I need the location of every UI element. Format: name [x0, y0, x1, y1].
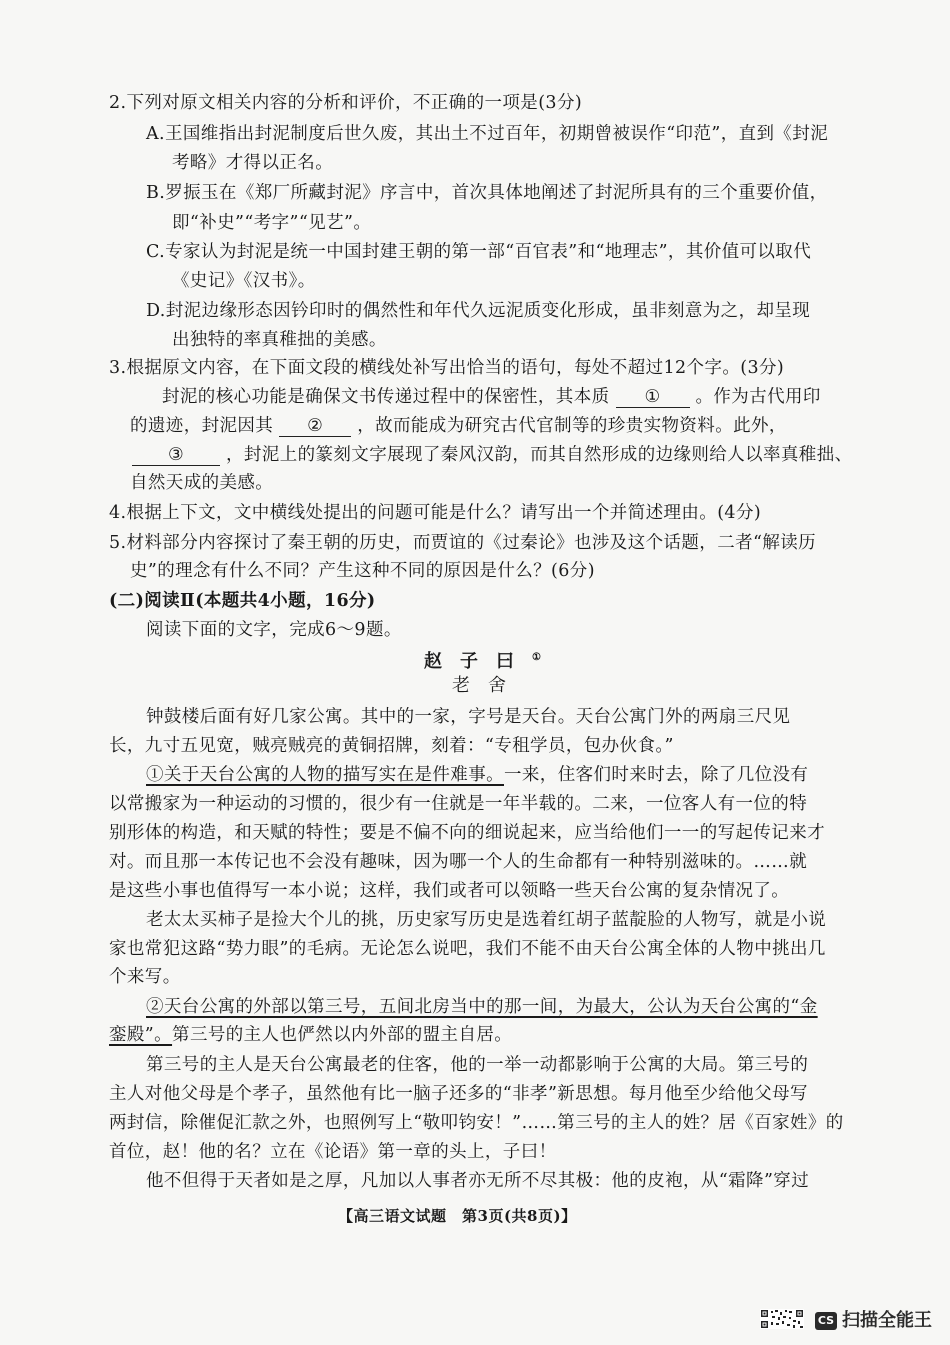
story-p1-line2: 长，九寸五见宽，贼亮贼亮的黄铜招牌，刻着：“专租学员，包办伙食。” — [109, 736, 674, 756]
camscanner-logo: CS — [815, 1312, 837, 1330]
section-instruction: 阅读下面的文字，完成6～9题。 — [146, 620, 402, 640]
story-p5-line3: 两封信，除催促汇款之外，也照例写上“敬叩钧安！”……第三号的主人的姓？居《百家姓》的 — [109, 1113, 844, 1133]
page-footer: 【高三语文试题 第3页(共8页)】 — [338, 1207, 577, 1225]
q2-option-b-line1: B.罗振玉在《郑厂所藏封泥》序言中，首次具体地阐述了封泥所具有的三个重要价值， — [146, 183, 828, 203]
q3-text-line1 — [162, 384, 821, 410]
story-p2-line1-rest: 一来，住客们时来时去，除了几位没有 — [504, 765, 809, 785]
underlined-sentence-2: ②天台公寓的外部以第三号，五间北房当中的那一间，为最大，公认为天台公寓的“金 — [146, 997, 818, 1017]
story-p2-line4: 对。而且那一本传记也不会没有趣味，因为哪一个人的生命都有一种特别滋味的。……就 — [109, 852, 808, 872]
story-p3-line1: 老太太买柿子是捡大个儿的挑，历史家写历史是选着红胡子蓝靛脸的人物写，就是小说 — [146, 910, 827, 930]
q2-stem: 2.下列对原文相关内容的分析和评价，不正确的一项是(3分) — [109, 93, 583, 113]
story-p4-line2-rest: 第三号的主人也俨然以内外部的盟主自居。 — [172, 1025, 513, 1045]
underlined-sentence-1: ①关于天台公寓的人物的描写实在是件难事。 — [146, 765, 504, 785]
story-p5-line1: 第三号的主人是天台公寓最老的住客，他的一举一动都影响于公寓的大局。第三号的 — [146, 1055, 809, 1075]
q2-option-a-line2: 考略》才得以正名。 — [172, 153, 334, 173]
story-title-text: 赵子曰 — [424, 651, 532, 672]
q2-option-c-line2: 《史记》《汉书》。 — [172, 271, 316, 291]
story-p3-line3: 个来写。 — [109, 967, 181, 987]
fill-blank-1[interactable]: ① — [616, 387, 690, 408]
q3-line3-part2: ，封泥上的篆刻文字展现了秦风汉韵，而其自然形成的边缘则给人以率真稚拙、 — [226, 445, 853, 465]
q3-stem: 3.根据原文内容，在下面文段的横线处补写出恰当的语句，每处不超过12个字。(3分) — [109, 358, 785, 378]
q3-text-line2 — [130, 413, 787, 439]
q3-line2-part1: 的遗迹，封泥因其 — [130, 416, 274, 436]
story-p6-line1: 他不但得于天者如是之厚，凡加以人事者亦无所不尽其极：他的皮袍，从“霜降”穿过 — [146, 1171, 810, 1191]
q5-stem-line1: 5.材料部分内容探讨了秦王朝的历史，而贾谊的《过秦论》也涉及这个话题，二者“解读历 — [109, 533, 817, 553]
story-author: 老舍 — [452, 675, 524, 696]
q3-line2-part2: ，故而能成为研究古代官制等的珍贵实物资料。此外， — [357, 416, 787, 436]
q2-option-c-line1: C.专家认为封泥是统一中国封建王朝的第一部“百官表”和“地理志”，其价值可以取代 — [146, 242, 812, 262]
story-p2-line3: 别形体的构造，和天赋的特性；要是不偏不向的细说起来，应当给他们一一的写起传记来才 — [109, 823, 825, 843]
camscanner-watermark-text: 扫描全能王 — [842, 1310, 932, 1331]
q2-option-b-line2: 即“补史”“考字”“见艺”。 — [172, 213, 372, 233]
fill-blank-2[interactable]: ② — [279, 416, 351, 437]
story-p4-line1 — [146, 994, 818, 1020]
footnote-marker: ① — [532, 652, 541, 663]
story-p1-line1: 钟鼓楼后面有好几家公寓。其中的一家，字号是天台。天台公寓门外的两扇三尺见 — [146, 707, 791, 727]
story-p2-line2: 以常搬家为一种运动的习惯的，很少有一住就是一年半载的。二来，一位客人有一位的特 — [109, 794, 808, 814]
q2-option-d-line1: D.封泥边缘形态因钤印时的偶然性和年代久远泥质变化形成，虽非刻意为之，却呈现 — [146, 301, 811, 321]
story-p3-line2: 家也常犯这路“势力眼”的毛病。无论怎么说吧，我们不能不由天台公寓全体的人物中挑出几 — [109, 939, 826, 959]
q5-stem-line2: 史”的理念有什么不同？产生这种不同的原因是什么？(6分) — [130, 561, 595, 581]
story-p4-line2 — [109, 1022, 512, 1048]
story-p2-line1 — [146, 762, 808, 788]
q3-line1-part1: 封泥的核心功能是确保文书传递过程中的保密性，其本质 — [162, 387, 610, 407]
underlined-sentence-2-end: 銮殿”。 — [109, 1025, 173, 1045]
story-p5-line4: 首位，赵！他的名？立在《论语》第一章的头上，子曰！ — [109, 1142, 557, 1162]
q2-option-d-line2: 出独特的率真稚拙的美感。 — [172, 330, 387, 350]
q4-stem: 4.根据上下文，文中横线处提出的问题可能是什么？请写出一个并简述理由。(4分) — [109, 503, 762, 523]
section-heading: (二)阅读Ⅱ(本题共4小题，16分) — [109, 591, 376, 611]
story-title — [424, 645, 541, 675]
story-p5-line2: 主人对他父母是个孝子，虽然他有比一脑子还多的“非孝”新思想。每月他至少给他父母写 — [109, 1084, 808, 1104]
q3-text-line4: 自然天成的美感。 — [130, 473, 274, 493]
qr-code-icon — [760, 1309, 804, 1329]
q3-line1-part2: 。作为古代用印 — [695, 387, 821, 407]
fill-blank-3[interactable]: ③ — [132, 445, 220, 466]
story-p2-line5: 是这些小事也值得写一本小说；这样，我们或者可以领略一些天台公寓的复杂情况了。 — [109, 881, 790, 901]
q2-option-a-line1: A.王国维指出封泥制度后世久废，其出土不过百年，初期曾被误作“印范”，直到《封泥 — [146, 124, 829, 144]
q3-text-line3 — [126, 442, 853, 468]
